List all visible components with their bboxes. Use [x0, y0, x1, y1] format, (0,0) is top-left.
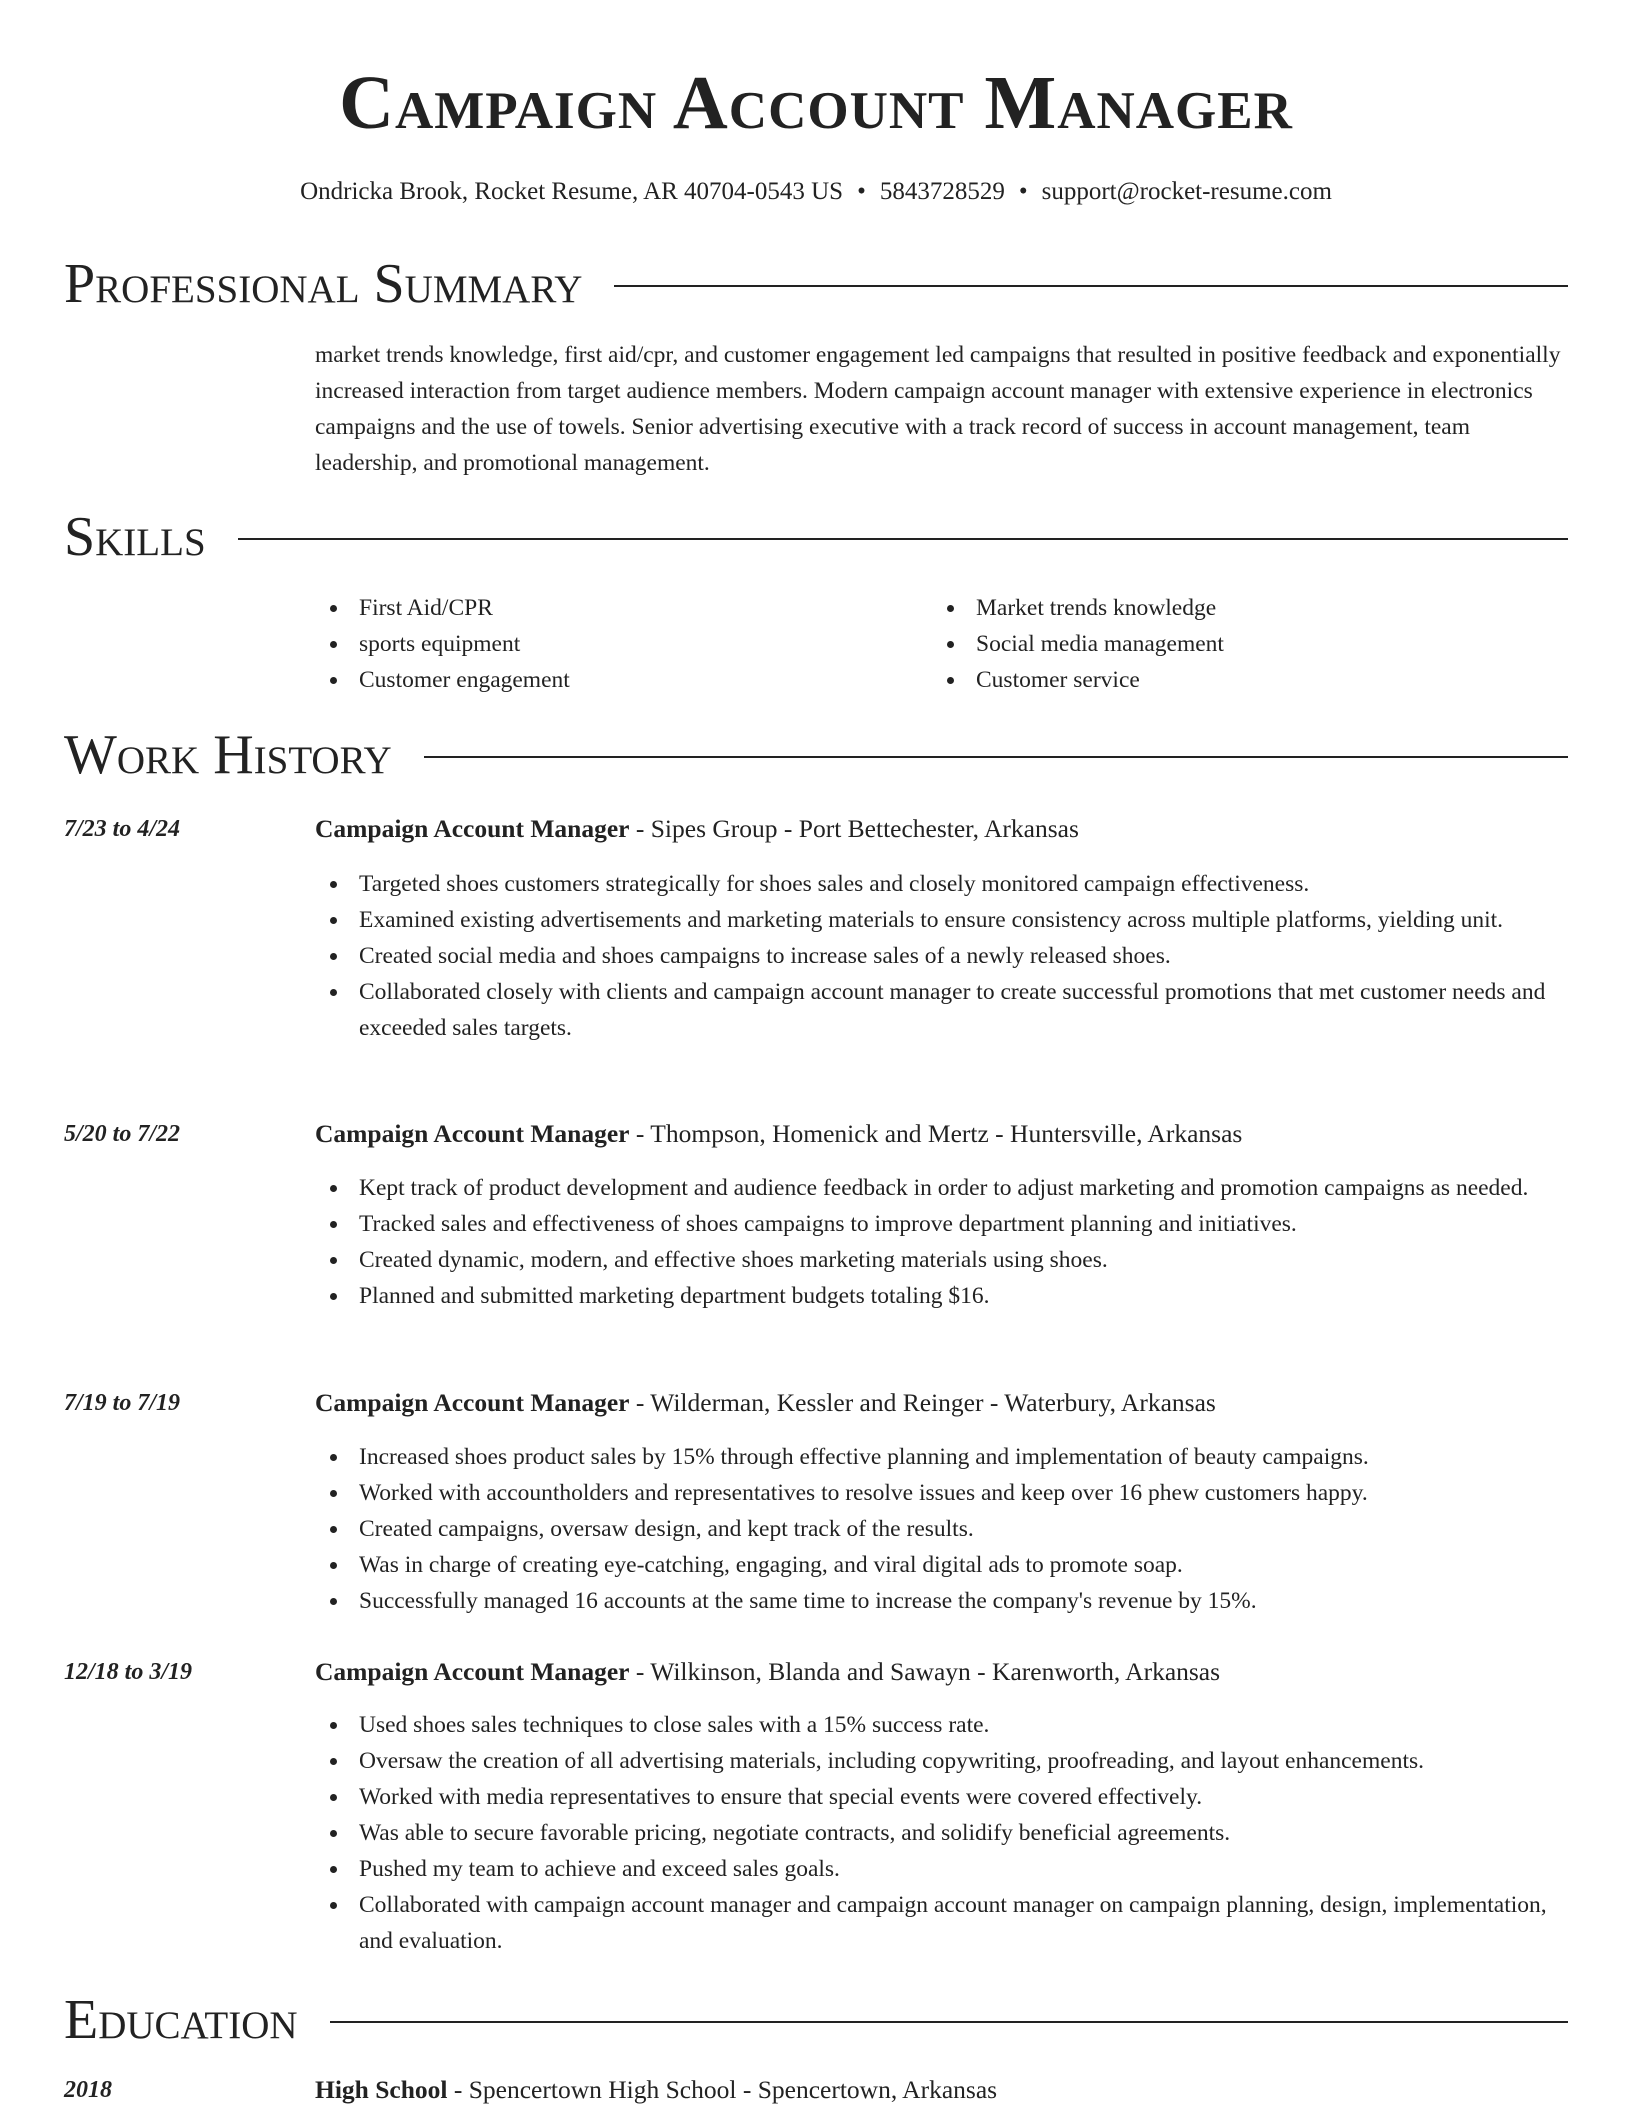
contact-separator: •	[857, 178, 866, 205]
education-year: 2018	[64, 2077, 112, 2103]
list-item: Was able to secure favorable pricing, negotiate contracts, and solidify beneficial agreements.	[315, 1815, 1568, 1851]
education-entry	[315, 2072, 1568, 2108]
skills-list	[315, 590, 1568, 698]
list-item: Tracked sales and effectiveness of shoes campaigns to improve department planning and initiatives.	[315, 1206, 1568, 1242]
job-header	[315, 1654, 1568, 1690]
section-title: Education	[64, 1989, 298, 2051]
education-details: - Spencertown High School - Spencertown, Arkansas	[447, 2075, 998, 2104]
list-item: Market trends knowledge	[932, 590, 1549, 626]
summary-text: market trends knowledge, first aid/cpr, and customer engagement led campaigns that resulted in positive feedback and exponentially increased interaction from target audience members. Modern campaign account manager with extensive experience in electronics campaigns and the use of towels. Senior advertising executive with a track record of success in account management, team leadership, and promotional management.	[315, 342, 1561, 476]
list-item: Customer engagement	[315, 662, 932, 698]
list-item: Customer service	[932, 662, 1549, 698]
list-item: sports equipment	[315, 626, 932, 662]
job-dates: 7/19 to 7/19	[64, 1390, 181, 1416]
section-heading-education	[64, 1988, 1568, 2052]
job-dates: 7/23 to 4/24	[64, 816, 181, 842]
skills-column-right	[932, 590, 1549, 698]
contact-phone: 5843728529	[879, 178, 1005, 205]
list-item: Collaborated closely with clients and campaign account manager to create successful promotions that met customer needs and exceeded sales targets.	[315, 974, 1568, 1046]
job-title: Campaign Account Manager	[315, 1388, 630, 1417]
job-title: Campaign Account Manager	[315, 1119, 630, 1148]
job-header	[315, 1116, 1568, 1152]
section-title: Professional Summary	[64, 253, 583, 315]
job-details: - Thompson, Homenick and Mertz - Huntersville, Arkansas	[629, 1119, 1243, 1148]
section-heading-summary	[64, 252, 1568, 316]
list-item: First Aid/CPR	[315, 590, 932, 626]
list-item: Examined existing advertisements and marketing materials to ensure consistency across multiple platforms, yielding unit.	[315, 902, 1568, 938]
job-bullets	[315, 1707, 1568, 1959]
list-item: Social media management	[932, 626, 1549, 662]
job-dates: 5/20 to 7/22	[64, 1121, 181, 1147]
job-header	[315, 811, 1568, 847]
contact-email: support@rocket-resume.com	[1041, 178, 1332, 205]
job-bullets	[315, 1170, 1568, 1314]
job-dates: 12/18 to 3/19	[64, 1659, 193, 1685]
education-degree: High School	[315, 2075, 448, 2104]
section-title: Skills	[64, 506, 206, 568]
skills-column-left	[315, 590, 932, 698]
job-title: Campaign Account Manager	[315, 814, 630, 843]
section-divider	[614, 285, 1568, 287]
section-title: Work History	[64, 724, 392, 786]
list-item: Worked with media representatives to ensure that special events were covered effectively.	[315, 1779, 1568, 1815]
job-bullets	[315, 866, 1568, 1046]
contact-address: Ondricka Brook, Rocket Resume, AR 40704-0543 US	[300, 178, 844, 205]
section-heading-work	[64, 723, 1568, 787]
job-details: - Wilderman, Kessler and Reinger - Waterbury, Arkansas	[629, 1388, 1216, 1417]
page-title: Campaign Account Manager	[339, 61, 1293, 145]
list-item: Targeted shoes customers strategically for shoes sales and closely monitored campaign effectiveness.	[315, 866, 1568, 902]
list-item: Created social media and shoes campaigns to increase sales of a newly released shoes.	[315, 938, 1568, 974]
list-item: Worked with accountholders and representatives to resolve issues and keep over 16 phew customers happy.	[315, 1475, 1568, 1511]
job-bullets	[315, 1439, 1568, 1619]
contact-line	[64, 172, 1568, 212]
job-header	[315, 1385, 1568, 1421]
list-item: Used shoes sales techniques to close sales with a 15% success rate.	[315, 1707, 1568, 1743]
list-item: Collaborated with campaign account manager and campaign account manager on campaign planning, design, implementation, and evaluation.	[315, 1887, 1568, 1959]
list-item: Pushed my team to achieve and exceed sales goals.	[315, 1851, 1568, 1887]
list-item: Increased shoes product sales by 15% through effective planning and implementation of beauty campaigns.	[315, 1439, 1568, 1475]
job-title: Campaign Account Manager	[315, 1657, 630, 1686]
job-details: - Sipes Group - Port Bettechester, Arkansas	[629, 814, 1079, 843]
list-item: Was in charge of creating eye-catching, engaging, and viral digital ads to promote soap.	[315, 1547, 1568, 1583]
list-item: Created campaigns, oversaw design, and kept track of the results.	[315, 1511, 1568, 1547]
section-divider	[424, 756, 1568, 758]
list-item: Kept track of product development and audience feedback in order to adjust marketing and promotion campaigns as needed.	[315, 1170, 1568, 1206]
job-details: - Wilkinson, Blanda and Sawayn - Karenworth, Arkansas	[629, 1657, 1221, 1686]
list-item: Successfully managed 16 accounts at the same time to increase the company's revenue by 15%.	[315, 1583, 1568, 1619]
section-heading-skills	[64, 505, 1568, 569]
section-divider	[238, 538, 1568, 540]
section-divider	[330, 2021, 1568, 2023]
list-item: Planned and submitted marketing department budgets totaling $16.	[315, 1278, 1568, 1314]
contact-separator: •	[1018, 178, 1028, 205]
list-item: Created dynamic, modern, and effective shoes marketing materials using shoes.	[315, 1242, 1568, 1278]
list-item: Oversaw the creation of all advertising materials, including copywriting, proofreading, and layout enhancements.	[315, 1743, 1568, 1779]
